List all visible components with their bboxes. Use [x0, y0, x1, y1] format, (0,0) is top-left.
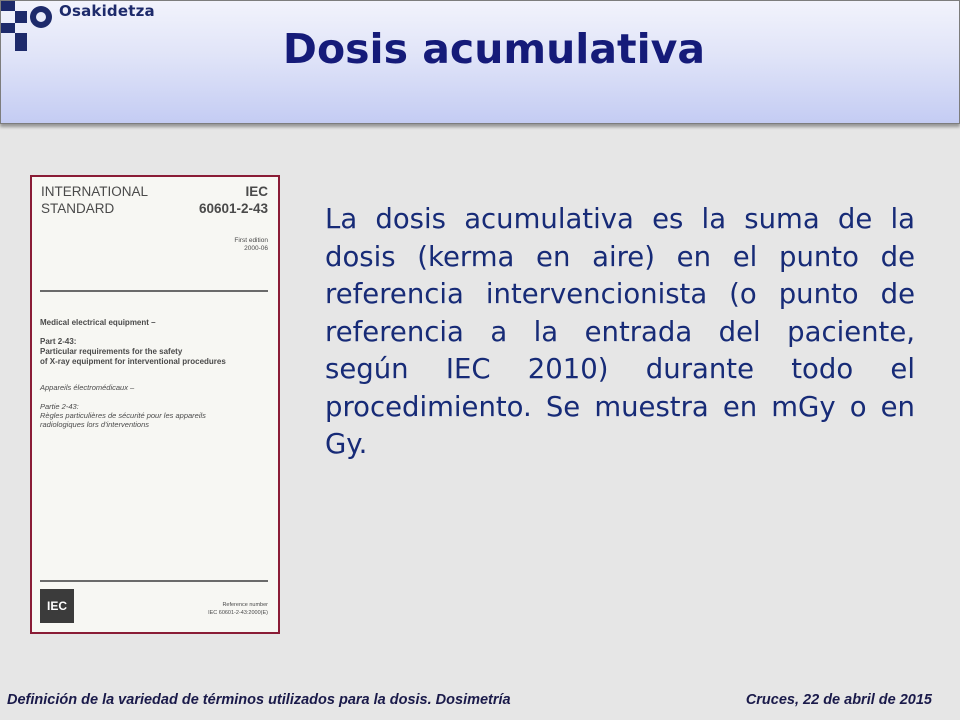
iec-logo-icon: IEC	[40, 589, 74, 623]
doc-edition-date: 2000-06	[244, 245, 268, 252]
doc-part-en-3: of X-ray equipment for interventional procedures	[40, 357, 226, 366]
doc-org-line1: INTERNATIONAL	[41, 184, 149, 199]
doc-part-fr-1: Partie 2-43:	[40, 402, 79, 411]
doc-part-fr-2: Règles particulières de sécurité pour les appareils	[40, 411, 206, 420]
main-paragraph: La dosis acumulativa es la suma de la dosis (kerma en aire) en el punto de referencia intervencionista (o punto de referencia a la entrada del paciente, según IEC 2010) durante todo el procedimiento. Se muestra en mGy o en Gy.	[325, 203, 915, 460]
footer-left-text: Definición de la variedad de términos utilizados para la dosis. Dosimetría	[7, 692, 511, 708]
doc-edition: First edition	[234, 237, 268, 244]
slide-header	[0, 0, 960, 124]
doc-part-en-1: Part 2-43:	[40, 337, 77, 346]
doc-reference-value: IEC 60601-2-43:2000(E)	[208, 610, 268, 616]
doc-part-fr-3: radiologiques lors d'interventions	[40, 420, 149, 429]
doc-title-fr: Appareils électromédicaux –	[40, 383, 135, 392]
doc-org-line2: STANDARD	[41, 201, 115, 216]
doc-divider	[40, 290, 268, 292]
iec-standard-cover-image	[30, 175, 280, 634]
doc-iec-label: IEC	[245, 184, 268, 199]
doc-title-en: Medical electrical equipment –	[40, 318, 156, 327]
doc-standard-number: 60601-2-43	[198, 201, 268, 216]
doc-part-en-2: Particular requirements for the safety	[40, 347, 183, 356]
doc-reference-label: Reference number	[222, 602, 268, 608]
footer-date: Cruces, 22 de abril de 2015	[745, 692, 932, 708]
doc-bottom-divider	[40, 580, 268, 582]
page-title: Dosis acumulativa	[282, 25, 706, 73]
slide-footer	[7, 692, 932, 716]
logo-text: Osakidetza	[59, 2, 155, 20]
